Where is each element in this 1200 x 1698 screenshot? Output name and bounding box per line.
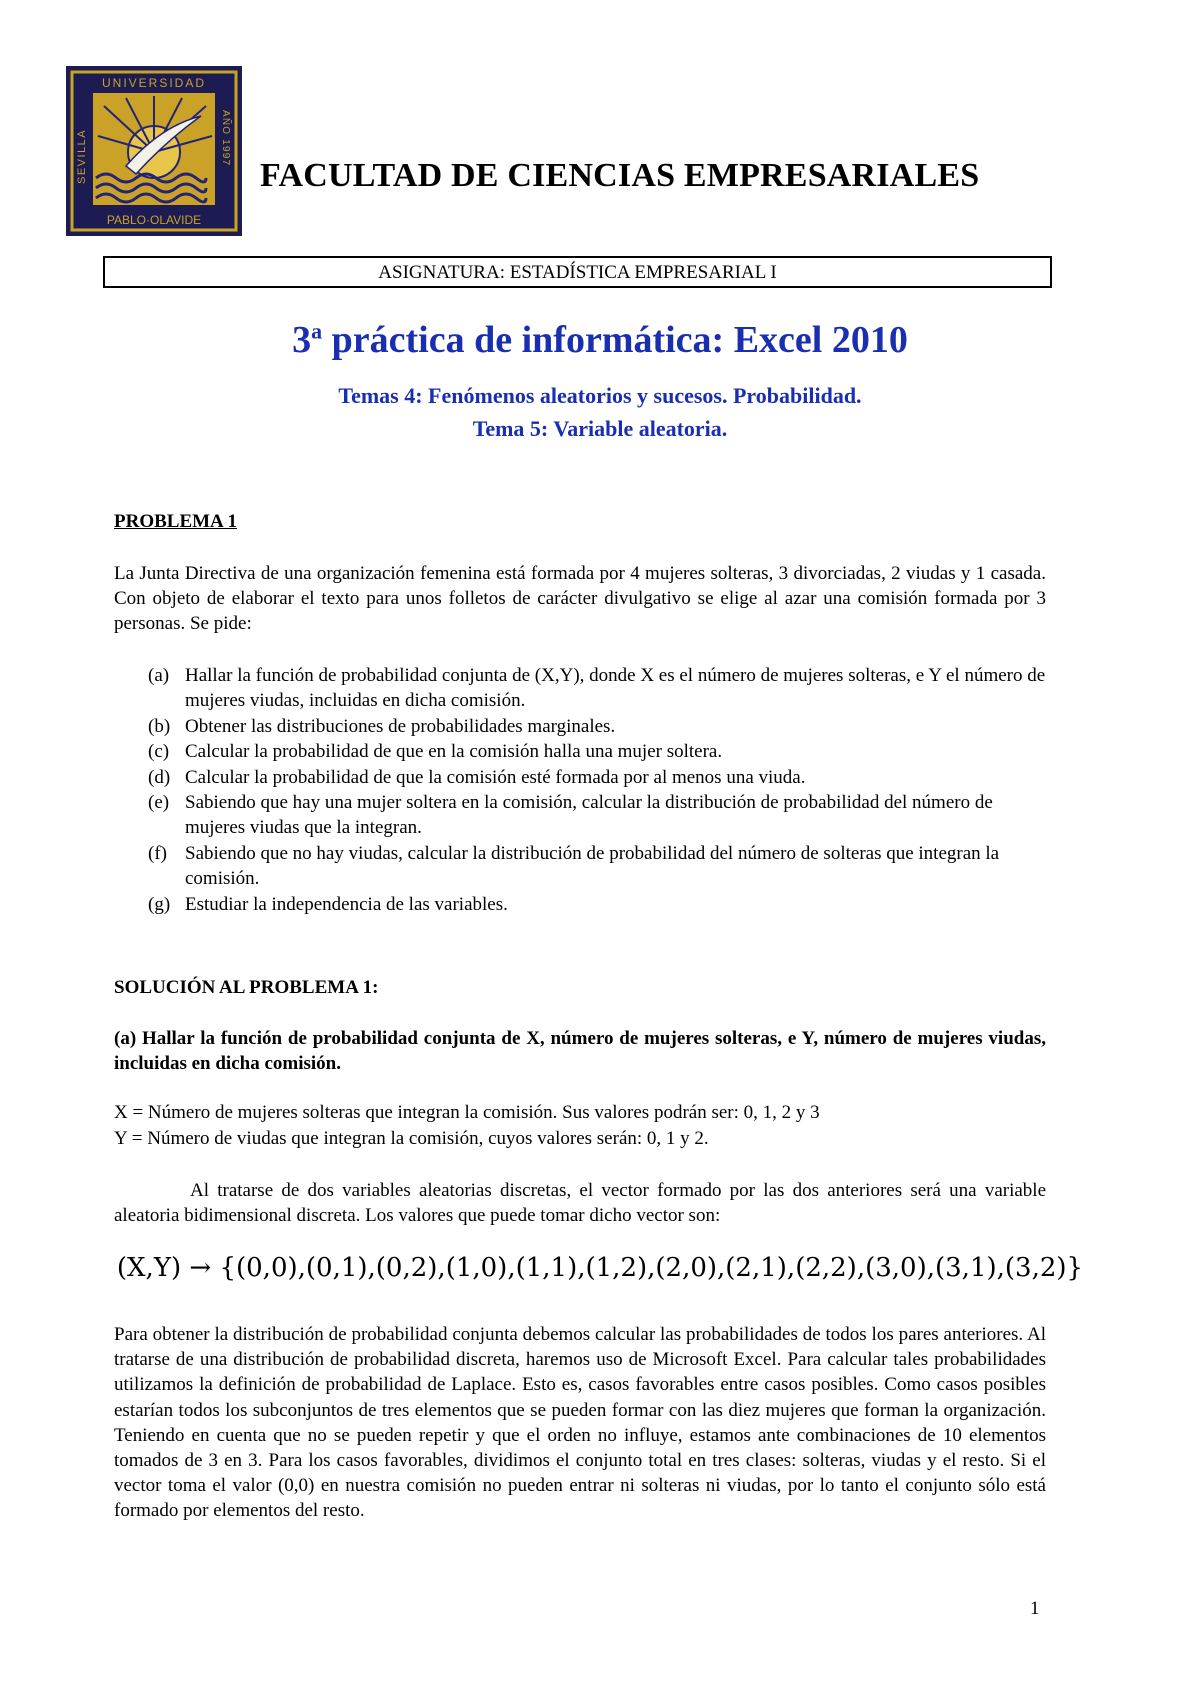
logo-arc-text: UNIVERSIDAD [101,76,207,90]
list-item [148,714,1046,739]
x-definition: X = Número de mujeres solteras que integran la comisión. Sus valores podrán ser: 0, 1, 2 y 3 [114,1102,820,1123]
solution-heading: SOLUCIÓN AL PROBLEMA 1: [114,977,379,998]
item-label: (d) [148,766,171,788]
topic-line-2: Tema 5: Variable aleatoria. [472,416,728,441]
list-item [148,765,1046,790]
page-number: 1 [1030,1598,1040,1619]
item-text: Obtener las distribuciones de probabilidades marginales. [185,715,616,737]
item-text: Sabiendo que no hay viudas, calcular la distribución de probabilidad del número de solteras que integran la comisión. [185,842,1000,890]
paragraph-laplace: Para obtener la distribución de probabilidad conjunta debemos calcular las probabilidades de todos los pares anteriores. Al tratarse de una distribución de probabilidad discreta, haremos uso de Microsoft Excel. Para calcular tales probabilidades utilizamos la definición de probabilidad de Laplace. Esto es, casos favorables entre casos posibles. Como casos posibles estarían todos los subconjuntos de tres elementos que se pueden formar con las diez mujeres que forman la organización. Teniendo en cuenta que no se pueden repetir y que el orden no influye, estamos ante combinaciones de 10 elementos tomados de 3 en 3. Para los casos favorables, dividimos el conjunto total en tres clases: solteras, viudas y el resto. Si el vector toma el valor (0,0) en nuestra comisión no pueden entrar ni solteras ni viudas, por lo tanto el conjunto sólo está formado por elementos del resto. [114,1324,1046,1522]
subject-box [103,256,1052,288]
list-item [148,739,1046,764]
item-text: Calcular la probabilidad de que en la comisión halla una mujer soltera. [185,741,723,763]
list-item [148,663,1046,714]
item-label: (c) [148,741,170,763]
item-label: (e) [148,792,170,814]
item-text: Estudiar la independencia de las variables. [185,893,508,915]
item-text: Hallar la función de probabilidad conjunta de (X,Y), donde X es el número de mujeres solteras, e Y el número de mujeres viudas, incluidas en dicha comisión. [185,665,1046,712]
problem-heading: PROBLEMA 1 [114,511,237,532]
logo-left-text: SEVILLA [76,128,88,184]
list-item [148,892,1046,917]
practice-title-text: práctica de informática: Excel 2010 [322,319,908,361]
item-text: Calcular la probabilidad de que la comisión esté formada por al menos una viuda. [185,766,806,788]
problem-items [148,663,1046,917]
item-label: (b) [148,715,171,737]
practice-ordinal: a [311,318,323,344]
subject-label: ASIGNATURA: ESTADÍSTICA EMPRESARIAL I [378,262,777,283]
solution-subheading: (a) Hallar la función de probabilidad conjunta de X, número de mujeres solteras, e Y, número de mujeres viudas, incluidas en dicha comisión. [114,1028,1046,1075]
topic-line-1: Temas 4: Fenómenos aleatorios y sucesos. Probabilidad. [338,383,862,408]
value-set-formula: (X,Y) → {(0,0),(0,1),(0,2),(1,0),(1,1),(1,2),(2,0),(2,1),(2,2),(3,0),(3,1),(3,2)} [116,1253,1084,1283]
logo-right-text: AÑO 1997 [220,110,231,167]
problem-statement: La Junta Directiva de una organización femenina está formada por 4 mujeres solteras, 3 divorciadas, 2 viudas y 1 casada. Con objeto de elaborar el texto para unos folletos de carácter divulgativo se elige al azar una comisión formada por 3 personas. Se pide: [114,563,1046,635]
list-item [148,790,1046,841]
logo-bottom-text: PABLO·OLAVIDE [106,213,202,227]
university-logo [66,66,242,236]
item-label: (a) [148,665,170,686]
faculty-title: FACULTAD DE CIENCIAS EMPRESARIALES [260,157,980,194]
item-text: Sabiendo que hay una mujer soltera en la comisión, calcular la distribución de probabilidad del número de mujeres viudas que la integran. [185,792,993,839]
practice-title [0,318,1200,362]
paragraph-bidimensional: Al tratarse de dos variables aleatorias discretas, el vector formado por las dos anteriores será una variable aleatoria bidimensional discreta. Los valores que puede tomar dicho vector son: [114,1180,1046,1227]
list-item [148,841,1046,892]
item-label: (g) [148,893,171,915]
practice-number: 3 [292,319,312,361]
item-label: (f) [148,842,167,864]
y-definition: Y = Número de viudas que integran la comisión, cuyos valores serán: 0, 1 y 2. [114,1128,709,1149]
